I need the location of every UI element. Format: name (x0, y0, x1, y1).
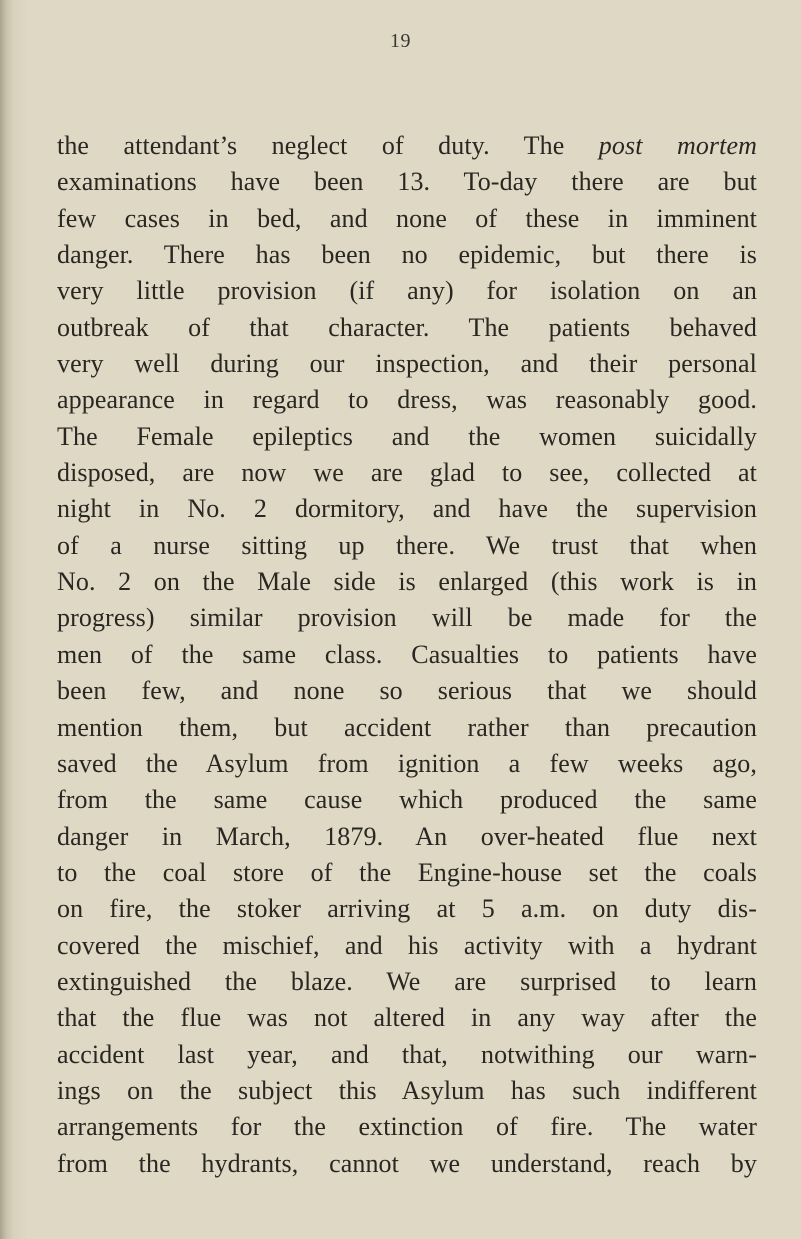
text-line (57, 1073, 757, 1109)
text-line (57, 782, 757, 818)
text-line (57, 710, 757, 746)
text-span: from the same cause which produced the same (57, 785, 757, 815)
text-span: danger in March, 1879. An over-heated flue next (57, 821, 757, 851)
text-line (57, 346, 757, 382)
text-span: covered the mischief, and his activity with a hydrant (57, 930, 757, 960)
text-span: accident last year, and that, notwithing our warn- (57, 1039, 757, 1069)
text-line (57, 964, 757, 1000)
text-line (57, 455, 757, 491)
italic-text-span: post mortem (598, 131, 757, 160)
text-span: very well during our inspection, and their personal (57, 349, 757, 379)
text-span: outbreak of that character. The patients behaved (57, 312, 757, 342)
text-span: from the hydrants, cannot we understand, reach by (57, 1148, 757, 1178)
text-line (57, 419, 757, 455)
text-span: few cases in bed, and none of these in imminent (57, 203, 757, 233)
text-span: No. 2 on the Male side is enlarged (this work is in (57, 567, 757, 597)
text-span: arrangements for the extinction of fire. The water (57, 1112, 757, 1142)
text-span: the attendant’s neglect of duty. The (57, 131, 599, 160)
text-span: progress) similar provision will be made for the (57, 603, 757, 633)
text-line (57, 564, 757, 600)
text-line (57, 891, 757, 927)
text-span: very little provision (if any) for isolation on an (57, 276, 757, 306)
text-line (57, 600, 757, 636)
text-line (57, 164, 757, 200)
text-line (57, 237, 757, 273)
text-span: disposed, are now we are glad to see, collected at (57, 458, 757, 488)
text-line (57, 382, 757, 418)
text-line (57, 746, 757, 782)
page-number: 19 (390, 30, 411, 52)
text-span: of a nurse sitting up there. We trust that when (57, 530, 757, 560)
text-span: examinations have been 13. To-day there are but (57, 167, 757, 197)
body-text (57, 128, 757, 1182)
text-line (57, 855, 757, 891)
text-line (57, 310, 757, 346)
text-line (57, 673, 757, 709)
text-span: mention them, but accident rather than precaution (57, 712, 757, 742)
text-line (57, 928, 757, 964)
text-span: danger. There has been no epidemic, but there is (57, 240, 757, 270)
text-span: been few, and none so serious that we should (57, 676, 757, 706)
text-line (57, 128, 757, 164)
text-span: that the flue was not altered in any way after the (57, 1003, 757, 1033)
text-span: on fire, the stoker arriving at 5 a.m. on duty dis- (57, 894, 757, 924)
text-line (57, 528, 757, 564)
text-line (57, 1000, 757, 1036)
text-line (57, 273, 757, 309)
text-line (57, 201, 757, 237)
text-line (57, 1037, 757, 1073)
text-span: saved the Asylum from ignition a few weeks ago, (57, 748, 757, 778)
text-span: appearance in regard to dress, was reasonably good. (57, 385, 757, 415)
text-span: extinguished the blaze. We are surprised to learn (57, 966, 757, 996)
text-span: night in No. 2 dormitory, and have the supervision (57, 494, 757, 524)
text-line (57, 637, 757, 673)
text-line (57, 1146, 757, 1182)
text-span: men of the same class. Casualties to patients have (57, 639, 757, 669)
text-line (57, 491, 757, 527)
text-span: to the coal store of the Engine-house set the coals (57, 857, 757, 887)
text-line (57, 1109, 757, 1145)
text-span: ings on the subject this Asylum has such indifferent (57, 1075, 757, 1105)
text-span: The Female epileptics and the women suicidally (57, 421, 757, 451)
text-line (57, 819, 757, 855)
